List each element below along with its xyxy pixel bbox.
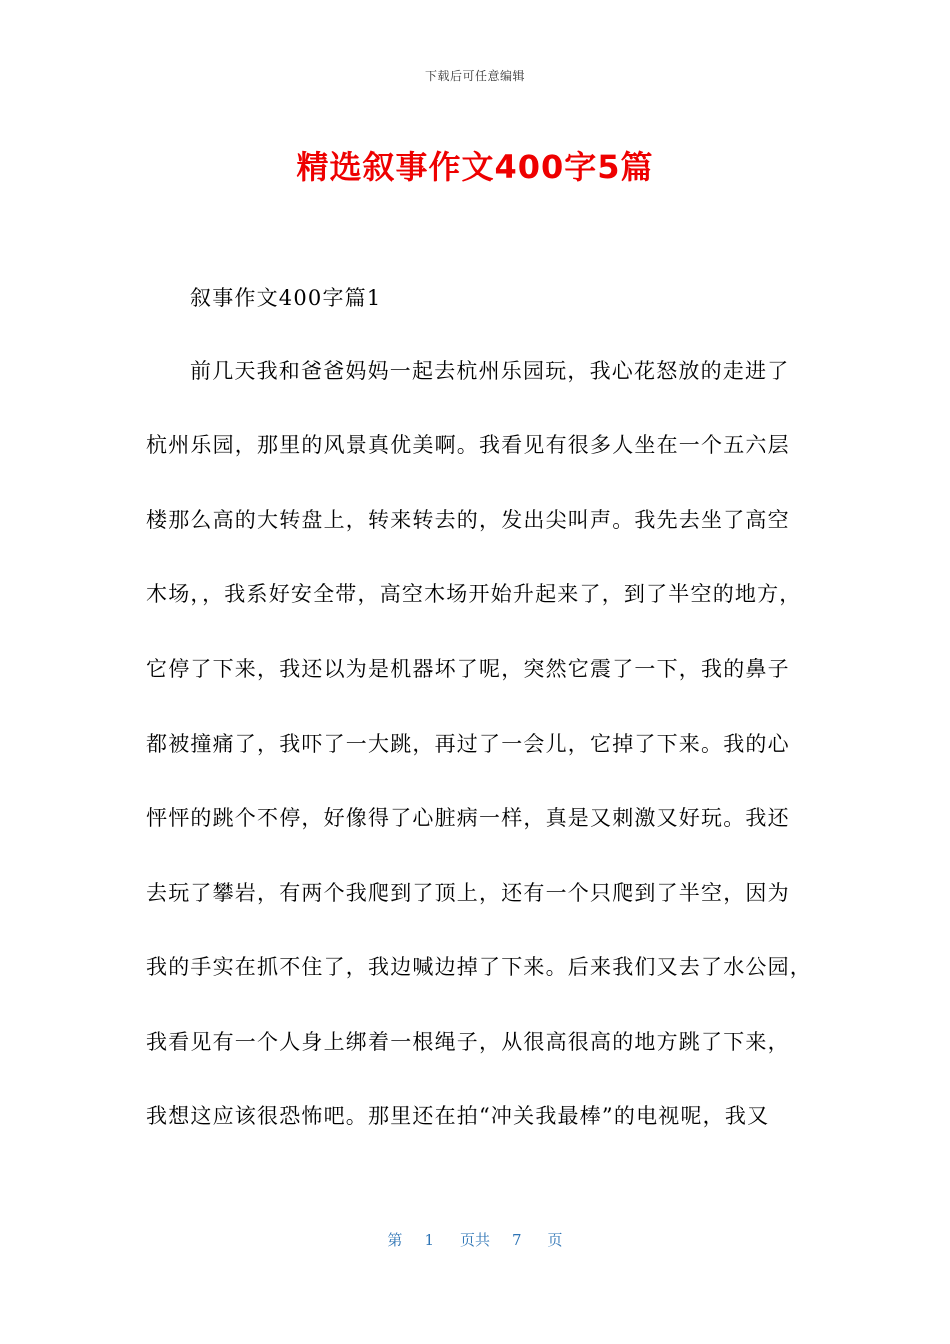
paragraph-line: 木场，，我系好安全带，高空木场开始升起来了，到了半空的地方， bbox=[146, 582, 802, 606]
paragraph-line: 我想这应该很恐怖吧。那里还在拍“冲关我最棒”的电视呢，我又 bbox=[146, 1104, 770, 1128]
document-title: 精选叙事作文400字5篇 bbox=[296, 148, 654, 186]
paragraph-line: 都被撞痛了，我吓了一大跳，再过了一会儿，它掉了下来。我的心 bbox=[146, 732, 790, 756]
paragraph-line: 楼那么高的大转盘上，转来转去的，发出尖叫声。我先去坐了高空 bbox=[146, 508, 790, 532]
paragraph-line: 我的手实在抓不住了，我边喊边掉了下来。后来我们又去了水公园， bbox=[146, 955, 812, 979]
footer-total-pages: 7 bbox=[512, 1231, 522, 1249]
paragraph-line: 怦怦的跳个不停，好像得了心脏病一样，真是又刺激又好玩。我还 bbox=[146, 806, 790, 830]
paragraph-line: 前几天我和爸爸妈妈一起去杭州乐园玩，我心花怒放的走进了 bbox=[190, 359, 790, 383]
footer-prefix: 第 bbox=[387, 1231, 403, 1249]
footer-current-page: 1 bbox=[424, 1231, 434, 1249]
paragraph-line: 我看见有一个人身上绑着一根绳子，从很高很高的地方跳了下来， bbox=[146, 1030, 790, 1054]
footer-suffix: 页 bbox=[547, 1231, 563, 1249]
paragraph-line: 杭州乐园，那里的风景真优美啊。我看见有很多人坐在一个五六层 bbox=[146, 433, 790, 457]
page-footer bbox=[0, 1229, 950, 1250]
paragraph-line: 它停了下来，我还以为是机器坏了呢，突然它震了一下，我的鼻子 bbox=[146, 657, 790, 681]
header-note: 下载后可任意编辑 bbox=[424, 69, 525, 83]
paragraph-line: 去玩了攀岩，有两个我爬到了顶上，还有一个只爬到了半空，因为 bbox=[146, 881, 790, 905]
section-heading: 叙事作文400字篇1 bbox=[190, 286, 382, 310]
footer-middle: 页共 bbox=[459, 1231, 490, 1249]
